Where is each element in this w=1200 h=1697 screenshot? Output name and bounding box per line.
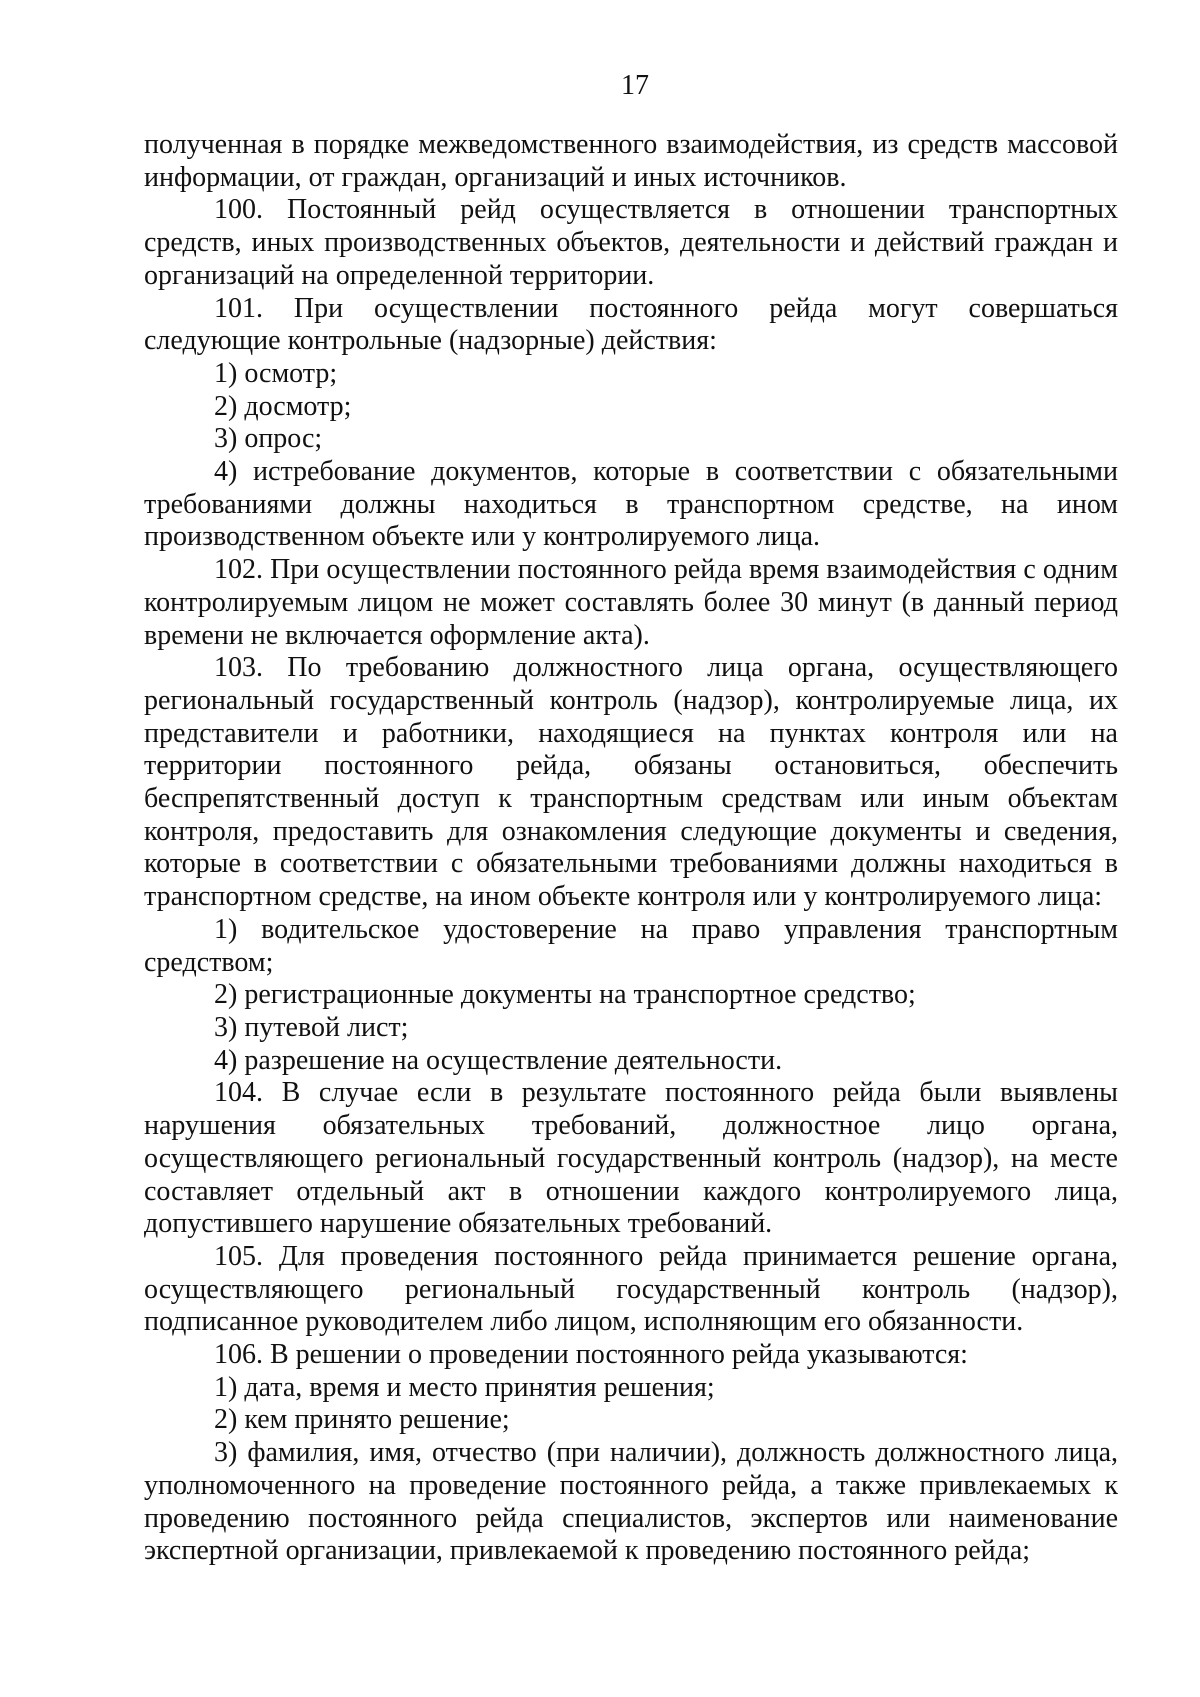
- paragraph: 1) дата, время и место принятия решения;: [214, 1371, 715, 1403]
- paragraph: 2) кем принято решение;: [214, 1404, 510, 1436]
- paragraph: 103. По требованию должностного лица органа, осуществляющего региональный государственный контроль (надзор), контролируемые лица, их представители и работники, находящиеся на пунктах контроля или на территории постоянного рейда, обязаны остановиться, обеспечить беспрепятственный доступ к транспортным средствам или иным объектам контроля, предоставить для ознакомления следующие документы и сведения, которые в соответствии с обязательными требованиями должны находиться в транспортном средстве, на ином объекте контроля или у контролируемого лица:: [144, 652, 1118, 913]
- paragraph: 104. В случае если в результате постоянного рейда были выявлены нарушения обязательных требований, должностное лицо органа, осуществляющего региональный государственный контроль (надзор), на месте составляет отдельный акт в отношении каждого контролируемого лица, допустившего нарушение обязательных требований.: [144, 1077, 1118, 1240]
- paragraph: 2) регистрационные документы на транспортное средство;: [214, 979, 916, 1011]
- page-number: 17: [621, 70, 649, 101]
- paragraph: 100. Постоянный рейд осуществляется в отношении транспортных средств, иных производственных объектов, деятельности и действий граждан и организаций на определенной территории.: [144, 194, 1118, 291]
- paragraph: 3) опрос;: [214, 423, 323, 455]
- paragraph: 4) разрешение на осуществление деятельности.: [214, 1044, 783, 1076]
- paragraph: 101. При осуществлении постоянного рейда могут совершаться следующие контрольные (надзорные) действия:: [144, 292, 1118, 357]
- paragraph: 1) осмотр;: [214, 357, 338, 389]
- paragraph: 106. В решении о проведении постоянного рейда указываются:: [214, 1339, 968, 1371]
- paragraph: 102. При осуществлении постоянного рейда время взаимодействия с одним контролируемым лицом не может составлять более 30 минут (в данный период времени не включается оформление акта).: [144, 554, 1118, 651]
- paragraph: полученная в порядке межведомственного взаимодействия, из средств массовой информации, от граждан, организаций и иных источников.: [144, 129, 1118, 193]
- document-body: [144, 129, 1118, 1568]
- paragraph: 3) путевой лист;: [214, 1011, 409, 1043]
- paragraph: 1) водительское удостоверение на право управления транспортным средством;: [144, 913, 1118, 978]
- paragraph: 105. Для проведения постоянного рейда принимается решение органа, осуществляющего региональный государственный контроль (надзор), подписанное руководителем либо лицом, исполняющим его обязанности.: [144, 1240, 1118, 1338]
- paragraph: 4) истребование документов, которые в соответствии с обязательными требованиями должны находиться в транспортном средстве, на ином производственном объекте или у контролируемого лица.: [144, 456, 1118, 553]
- paragraph: 2) досмотр;: [214, 390, 352, 422]
- paragraph: 3) фамилия, имя, отчество (при наличии), должность должностного лица, уполномоченного на проведение постоянного рейда, а также привлекаемых к проведению постоянного рейда специалистов, экспертов или наименование экспертной организации, привлекаемой к проведению постоянного рейда;: [144, 1437, 1118, 1567]
